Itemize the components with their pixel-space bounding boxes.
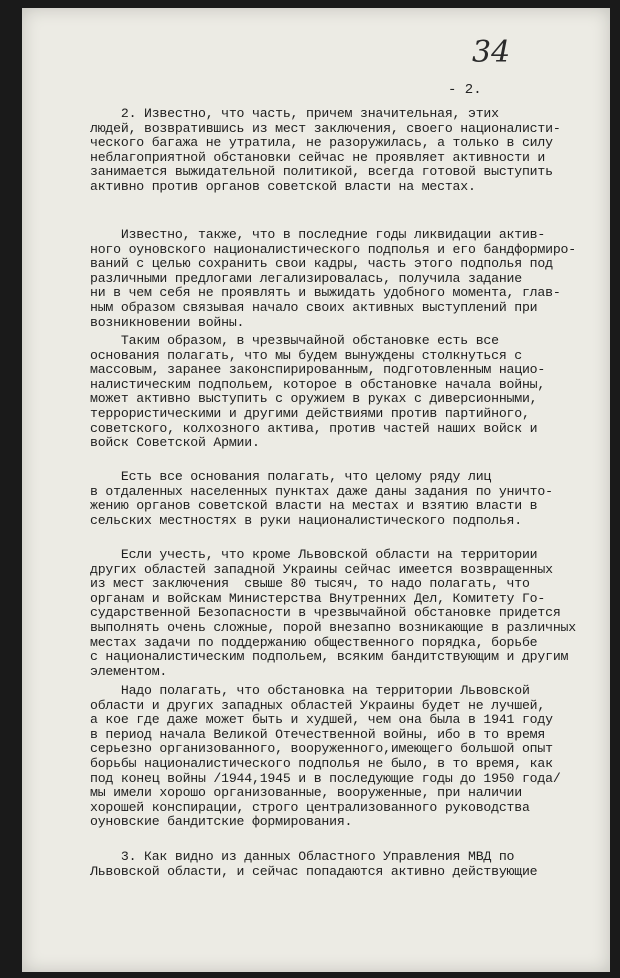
paragraph-6: Надо полагать, что обстановка на территории Львовской области и других западных областей Украины будет не лучшей, а кое где даже может быть и худшей, чем она была в 1941 году в период начала Великой Отечественной войны, ибо в то время серьезно организованного, вооруженного,имеющего большой опыт борьбы националистического подполья не было, в то время, как под конец войны /1944,1945 и в последующие годы до 1950 года/ мы имели хорошо организованные, вооруженные, при наличии хорошей конспирации, строго централизованного руководства оуновские бандитские формирования. xyxy=(90,683,561,830)
paragraph-4: Есть все основания полагать, что целому ряду лиц в отдаленных населенных пунктах даже даны задания по уничто- жению органов советской власти на местах и взятию власти в сельских местностях в руки националистического подполья. xyxy=(90,469,553,528)
paragraph-7: 3. Как видно из данных Областного Управления МВД по Львовской области, и сейчас попадаются активно действующие xyxy=(90,849,538,879)
folio-number: 34 xyxy=(472,35,511,70)
paragraph-2: Известно, также, что в последние годы ликвидации актив- ного оуновского националистического подполья и его бандформиро- ваний с целью сохранить свои кадры, часть этого подполья под различными предлогами легализировалась, получила задание ни в чем себя не проявлять и выжидать удобного момента, глав- ным образом связывая начало своих активных выступлений при возникновении войны. xyxy=(90,227,576,330)
paragraph-3: Таким образом, в чрезвычайной обстановке есть все основания полагать, что мы будем вынуждены столкнуться с массовым, заранее законспирированным, подготовленным нацио- налистическим подпольем, которое в обстановке начала войны, может активно выступить с оружием в руках с диверсионными, террористическими и другими действиями против партийного, советского, колхозного актива, против частей наших войск и войск Советской Армии. xyxy=(90,333,546,451)
page-number: - 2. xyxy=(448,82,482,98)
paragraph-1: 2. Известно, что часть, причем значительная, этих людей, возвратившись из мест заключения, своего националисти- ческого багажа не утратила, не разоружилась, а только в силу неблагоприятной обстановки сейчас не проявляет активности и занимается выжидательной политикой, всегда готовой выступить активно против органов советской власти на местах. xyxy=(90,106,561,194)
paragraph-5: Если учесть, что кроме Львовской области на территории других областей западной Украины сейчас имеется возвращенных из мест заключения свыше 80 тысяч, то надо полагать, что органам и войскам Министерства Внутренних Дел, Комитету Го- сударственной Безопасности в чрезвычайной обстановке придется выполнять очень сложные, порой внезапно возникающие в различных местах задачи по поддержанию общественного порядка, борьбе с националистическим подпольем, всяким бандитствующим и другим элементом. xyxy=(90,547,576,679)
